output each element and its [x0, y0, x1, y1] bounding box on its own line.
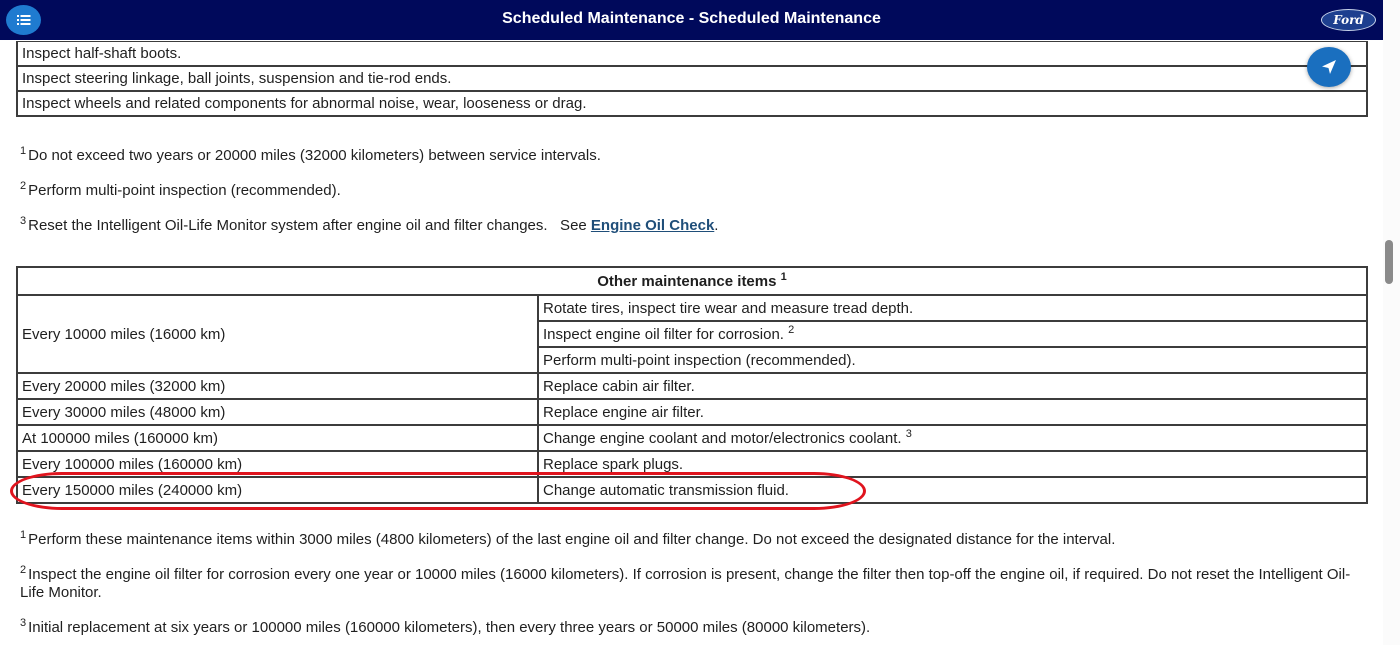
inspection-table [16, 41, 1368, 117]
table-row [17, 477, 1367, 503]
other-maintenance-table [16, 266, 1368, 504]
table-cell: Inspect half-shaft boots. [17, 42, 1367, 66]
engine-oil-check-link[interactable]: Engine Oil Check [590, 217, 715, 234]
table-title-text: Other maintenance items [597, 272, 777, 290]
interval-cell: Every 20000 miles (32000 km) [17, 373, 538, 399]
item-cell [538, 399, 1367, 425]
interval-cell: Every 150000 miles (240000 km) [17, 477, 538, 503]
footnote [20, 182, 341, 200]
footnote [20, 566, 1370, 602]
table-row [17, 91, 1367, 116]
footnote [20, 531, 1370, 549]
footnote-text: Perform multi-point inspection (recommended). [28, 182, 341, 199]
footnote-text: Do not exceed two years or 20000 miles (32000 kilometers) between service intervals. [28, 147, 601, 164]
footnote-number: 2 [20, 180, 27, 192]
item-text: Perform multi-point inspection (recommended). [543, 351, 856, 369]
item-cell [538, 451, 1367, 477]
footnote [20, 217, 718, 235]
item-cell [538, 373, 1367, 399]
table-title [17, 267, 1367, 295]
table-row [17, 373, 1367, 399]
ford-logo-text: Ford [1333, 13, 1364, 27]
item-cell [538, 321, 1367, 347]
header-bar [0, 0, 1383, 40]
footnote-number: 1 [20, 145, 27, 157]
interval-cell: Every 10000 miles (16000 km) [17, 295, 538, 373]
item-sup: 3 [905, 427, 912, 440]
interval-cell: Every 30000 miles (48000 km) [17, 399, 538, 425]
table-cell: Inspect wheels and related components for abnormal noise, wear, looseness or drag. [17, 91, 1367, 116]
table-row [17, 66, 1367, 91]
send-icon [1321, 59, 1337, 75]
table-row [17, 295, 1367, 321]
item-sup: 2 [788, 323, 795, 336]
item-text: Change engine coolant and motor/electronics coolant. [543, 429, 902, 447]
send-button[interactable] [1307, 47, 1351, 87]
item-text: Replace cabin air filter. [543, 377, 695, 395]
footnote-number: 1 [20, 529, 27, 541]
footnote-number: 2 [20, 564, 27, 576]
table-row [17, 425, 1367, 451]
table-cell: Inspect steering linkage, ball joints, suspension and tie-rod ends. [17, 66, 1367, 91]
table-row [17, 42, 1367, 66]
item-text: Inspect engine oil filter for corrosion. [543, 325, 784, 343]
footnote-number: 3 [20, 617, 27, 629]
footnote-number: 3 [20, 215, 27, 227]
interval-cell: At 100000 miles (160000 km) [17, 425, 538, 451]
footnote-text: Initial replacement at six years or 100000 miles (160000 kilometers), then every three years or 50000 miles (80000 kilometers). [28, 619, 871, 636]
footnote-text: Inspect the engine oil filter for corrosion every one year or 10000 miles (16000 kilometers). If corrosion is present, change the filter then top-off the engine oil, if required. Do not reset the Intelligent Oil-Life Monitor. [20, 566, 1351, 601]
item-cell [538, 347, 1367, 373]
item-text: Replace engine air filter. [543, 403, 704, 421]
scrollbar-thumb[interactable] [1385, 240, 1393, 284]
item-cell [538, 425, 1367, 451]
footnote-text: Perform these maintenance items within 3000 miles (4800 kilometers) of the last engine oil and filter change. Do not exceed the designated distance for the interval. [28, 531, 1116, 548]
scrollbar-track[interactable] [1383, 0, 1400, 645]
table-title-sup: 1 [780, 270, 787, 283]
footnote-text: Reset the Intelligent Oil-Life Monitor system after engine oil and filter changes. See [28, 217, 591, 234]
table-row [17, 399, 1367, 425]
item-text: Replace spark plugs. [543, 455, 684, 473]
page-title: Scheduled Maintenance - Scheduled Maintenance [502, 10, 881, 27]
footnote [20, 619, 1370, 637]
item-text: Rotate tires, inspect tire wear and measure tread depth. [543, 299, 914, 317]
item-cell [538, 295, 1367, 321]
footnote-text-end: . [714, 217, 719, 234]
table-header-row [17, 267, 1367, 295]
item-text: Change automatic transmission fluid. [543, 481, 789, 499]
item-cell [538, 477, 1367, 503]
table-row [17, 451, 1367, 477]
interval-cell: Every 100000 miles (160000 km) [17, 451, 538, 477]
footnote [20, 147, 601, 165]
ford-logo [1321, 9, 1376, 31]
